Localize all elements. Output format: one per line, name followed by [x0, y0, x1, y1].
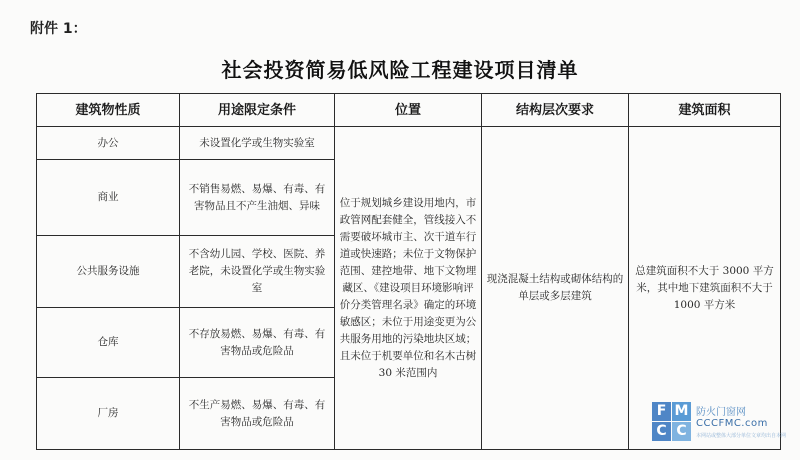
header-floor-area: 建筑面积 — [629, 94, 781, 127]
watermark-domain: CCCFMC.com — [696, 418, 768, 429]
header-use-condition: 用途限定条件 — [180, 94, 335, 127]
document-title: 社会投资简易低风险工程建设项目清单 — [221, 58, 579, 82]
project-list-table — [36, 93, 781, 450]
row-nature-factory: 厂房 — [37, 378, 180, 450]
watermark-site-name: 防火门窗网 — [696, 407, 746, 418]
row-condition-commercial: 不销售易燃、易爆、有毒、有害物品且不产生油烟、异味 — [180, 160, 335, 236]
structure-cell: 现浇混凝土结构或砌体结构的单层或多层建筑 — [482, 127, 629, 450]
watermark-logo-tile: C — [652, 422, 671, 441]
row-nature-public-service: 公共服务设施 — [37, 236, 180, 308]
header-structure: 结构层次要求 — [482, 94, 629, 127]
watermark-logo-tile: C — [672, 422, 691, 441]
header-building-nature: 建筑物性质 — [37, 94, 180, 127]
row-condition-public-service: 不含幼儿园、学校、医院、养老院，未设置化学或生物实验室 — [180, 236, 335, 308]
table-row — [37, 127, 781, 160]
row-nature-warehouse: 仓库 — [37, 308, 180, 378]
watermark-logo-tile: M — [672, 402, 691, 421]
header-location: 位置 — [335, 94, 482, 127]
row-nature-commercial: 商业 — [37, 160, 180, 236]
site-watermark — [652, 402, 792, 442]
row-condition-office: 未设置化学或生物实验室 — [180, 127, 335, 160]
row-condition-factory: 不生产易燃、易爆、有毒、有害物品或危险品 — [180, 378, 335, 450]
watermark-logo-tile: F — [652, 402, 671, 421]
location-cell: 位于规划城乡建设用地内，市政管网配套健全，管线接入不需要破坏城市主、次干道车行道或快速路；未位于文物保护范围、建控地带、地下文物埋藏区、《建设项目环境影响评价分类管理名录》确定的环境敏感区；未位于用途变更为公共服务用地的污染地块区域；且未位于机要单位和名木古树 30 米范围内 — [335, 127, 482, 450]
row-nature-office: 办公 — [37, 127, 180, 160]
table-header-row — [37, 94, 781, 127]
watermark-tagline: 本网站或整体大部分单位文章均出自本网 — [696, 433, 787, 439]
attachment-label: 附件 1： — [30, 21, 87, 37]
row-condition-warehouse: 不存放易燃、易爆、有毒、有害物品或危险品 — [180, 308, 335, 378]
floor-area-cell: 总建筑面积不大于 3000 平方米，其中地下建筑面积不大于 1000 平方米 — [629, 127, 781, 450]
